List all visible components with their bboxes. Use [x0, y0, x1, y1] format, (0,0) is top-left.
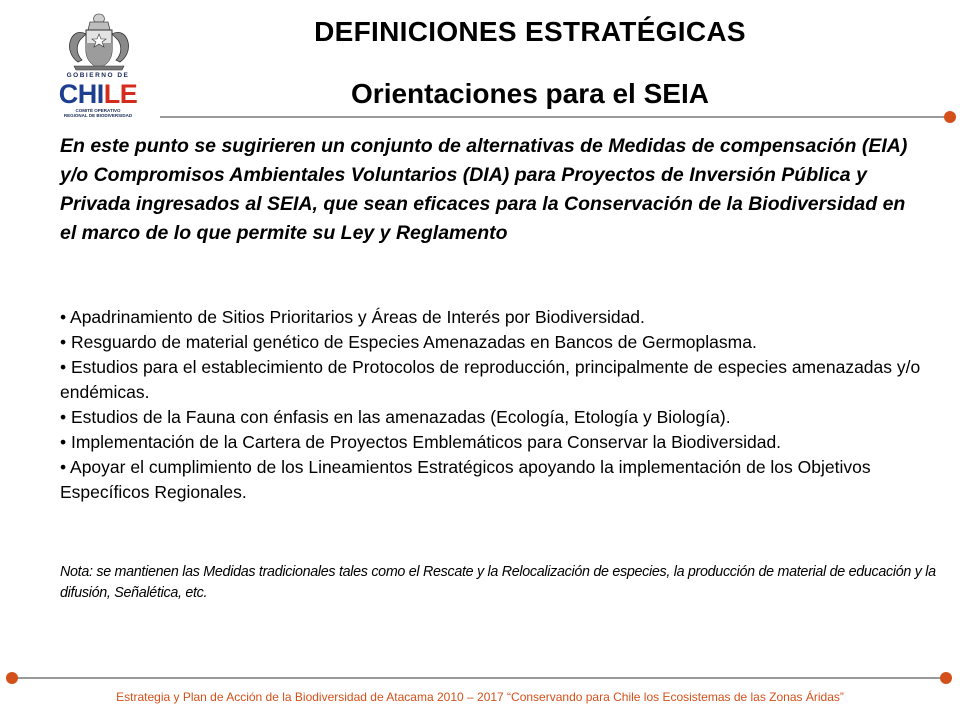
logo-chile-text	[52, 80, 144, 108]
list-item: • Resguardo de material genético de Especies Amenazadas en Bancos de Germoplasma.	[60, 332, 757, 352]
list-item: • Apoyar el cumplimiento de los Lineamientos Estratégicos apoyando la implementación de los Objetivos Específicos Regionales.	[60, 457, 871, 502]
top-divider	[160, 116, 946, 118]
logo-gobierno-text: GOBIERNO DE	[66, 72, 130, 79]
logo-subtitle-line1: COMITÉ OPERATIVO	[75, 108, 121, 113]
page-subtitle: Orientaciones para el SEIA	[351, 78, 709, 109]
list-item: • Estudios para el establecimiento de Protocolos de reproducción, principalmente de especies amenazadas y/o endémicas.	[60, 357, 921, 402]
logo-chile-part1: CHI	[58, 79, 104, 109]
bottom-divider	[14, 677, 946, 679]
list-item: • Estudios de la Fauna con énfasis en las amenazadas (Ecología, Etología y Biología).	[60, 407, 731, 427]
list-item: • Implementación de la Cartera de Proyectos Emblemáticos para Conservar la Biodiversidad.	[60, 432, 782, 452]
bottom-divider-dot-left	[6, 672, 18, 684]
logo-subtitle-line2: REGIONAL DE BIODIVERSIDAD	[63, 113, 133, 118]
bottom-divider-dot-right	[940, 672, 952, 684]
note-paragraph: Nota: se mantienen las Medidas tradicionales tales como el Rescate y la Relocalización de especies, la producción de material de educación y la difusión, Señalética, etc.	[60, 564, 936, 601]
intro-paragraph: En este punto se sugirieren un conjunto de alternativas de Medidas de compensación (EIA) y/o Compromisos Ambientales Voluntarios (DIA) para Proyectos de Inversión Pública y Privada ingresados al SEIA, que sean eficaces para la Conservación de la Biodiversidad en el marco de lo que permite su Ley y Reglamento	[60, 135, 908, 244]
gobierno-de-chile-logo	[52, 10, 144, 120]
page-title: DEFINICIONES ESTRATÉGICAS	[314, 16, 746, 47]
logo-chile-part2: LE	[103, 79, 138, 109]
list-item: • Apadrinamiento de Sitios Prioritarios y Áreas de Interés por Biodiversidad.	[60, 307, 645, 327]
top-divider-dot	[944, 111, 956, 123]
footer-text: Estrategia y Plan de Acción de la Biodiversidad de Atacama 2010 – 2017 “Conservando para Chile los Ecosistemas de las Zonas Áridas”	[116, 690, 844, 704]
bullet-list	[60, 305, 940, 505]
coat-of-arms-icon	[64, 10, 134, 72]
